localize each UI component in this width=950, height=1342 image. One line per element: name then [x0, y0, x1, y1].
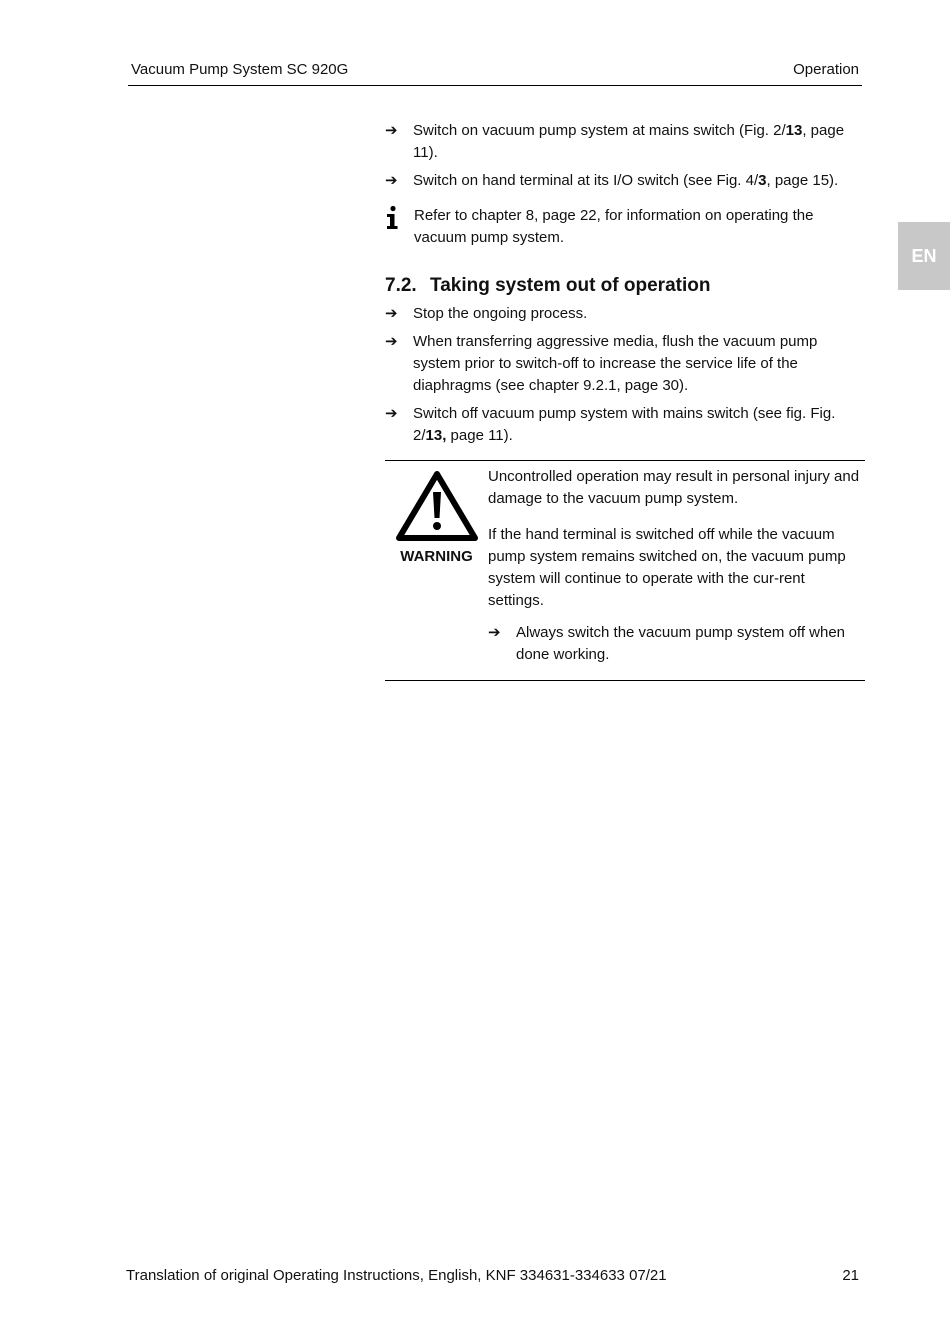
warning-hazard-text: Uncontrolled operation may result in personal injury and damage to the vacuum pump system. [488, 468, 860, 507]
right-arrow-icon: ➔ [488, 624, 501, 641]
header-title: Vacuum Pump System SC 920G [131, 61, 349, 78]
warning-box [385, 460, 865, 681]
warning-symbol-column [385, 466, 488, 666]
right-arrow-icon: ➔ [385, 305, 398, 322]
right-arrow-icon: ➔ [385, 405, 398, 422]
header-divider [128, 85, 862, 86]
step-text: Switch on hand terminal at its I/O switch (see Fig. 4/3, page 15). [413, 172, 839, 189]
step-switch-off-mains [385, 403, 865, 447]
info-note [385, 205, 865, 249]
section-title: Taking system out of operation [430, 275, 711, 296]
language-tab: EN [898, 222, 950, 290]
warning-explanation-text: If the hand terminal is switched off while the vacuum pump system remains switched on, the vacuum pump system will continue to operate with the cur-rent settings. [488, 526, 846, 609]
footer-text: Translation of original Operating Instructions, English, KNF 334631-334633 07/21 [126, 1267, 667, 1284]
section-heading [385, 273, 865, 299]
info-note-text: Refer to chapter 8, page 22, for information on operating the vacuum pump system. [414, 207, 814, 246]
right-arrow-icon: ➔ [385, 333, 398, 350]
right-arrow-icon: ➔ [385, 172, 398, 189]
step-switch-on-mains [385, 120, 865, 164]
step-switch-on-terminal [385, 170, 865, 192]
page-number: 21 [842, 1267, 859, 1284]
warning-triangle-icon [395, 470, 479, 542]
warning-label: WARNING [400, 548, 473, 565]
step-text: Stop the ongoing process. [413, 305, 588, 322]
step-text: Switch off vacuum pump system with mains switch (see fig. Fig. 2/13, page 11). [413, 405, 836, 444]
right-arrow-icon: ➔ [385, 122, 398, 139]
info-icon [385, 205, 399, 231]
header-section: Operation [793, 61, 859, 78]
step-stop-process [385, 303, 865, 325]
warning-text-column [488, 466, 865, 666]
warning-action-text: Always switch the vacuum pump system off when done working. [516, 624, 846, 663]
step-text: Switch on vacuum pump system at mains switch (Fig. 2/13, page 11). [413, 122, 845, 161]
step-flush-pump [385, 331, 865, 397]
warning-action [488, 622, 861, 666]
step-text: When transferring aggressive media, flush the vacuum pump system prior to switch-off to increase the service life of the diaphragms (see chapter 9.2.1, page 30). [413, 333, 818, 394]
section-number: 7.2. [385, 275, 417, 296]
main-content [385, 120, 865, 681]
